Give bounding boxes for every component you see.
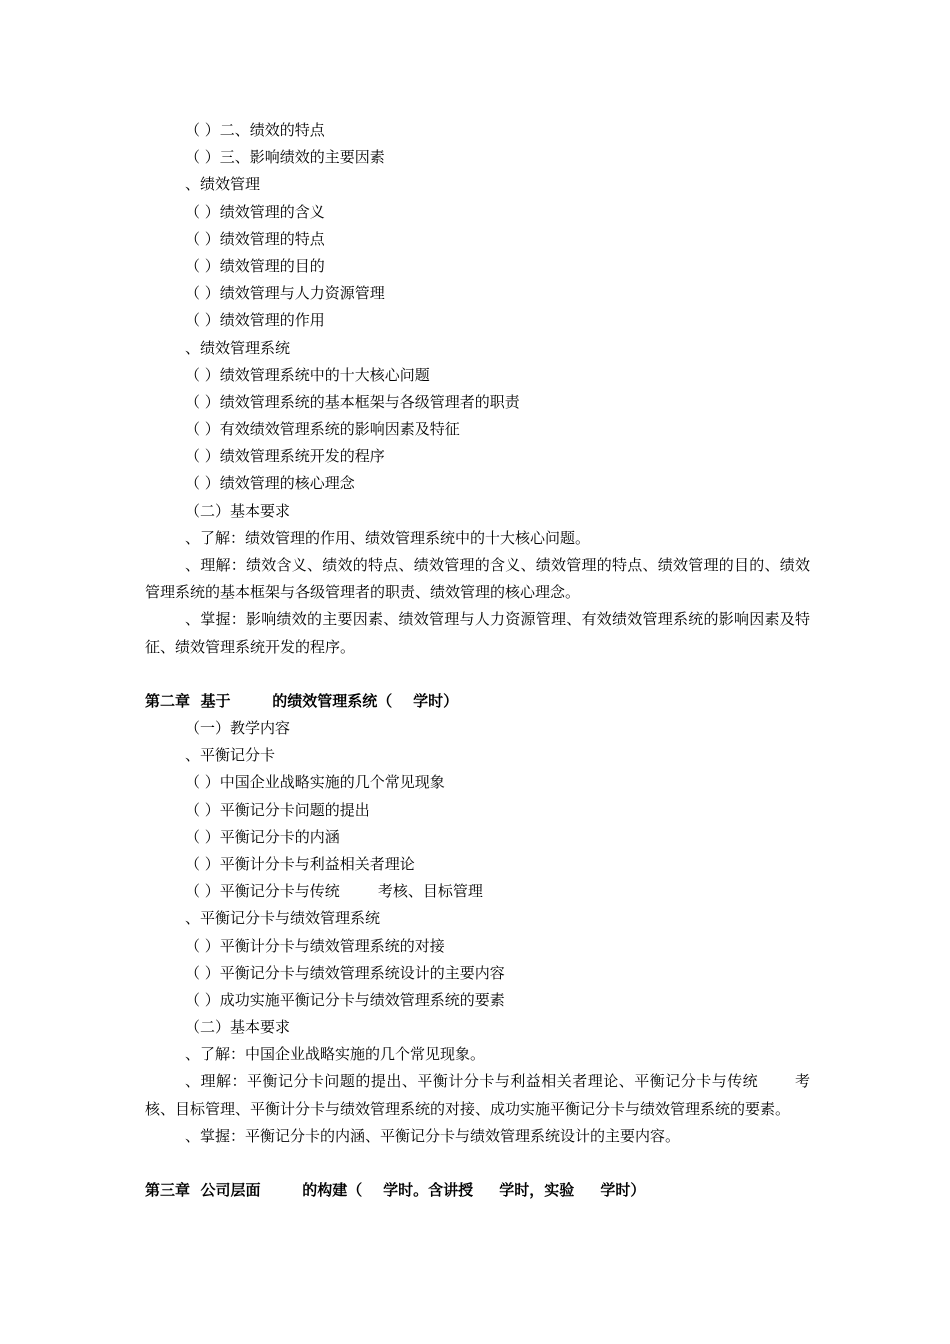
document-body xyxy=(145,117,810,1204)
spacer xyxy=(145,661,810,688)
requirements-heading: （二）基本要求 xyxy=(185,501,291,520)
requirement-understand-basic: 、了解：绩效管理的作用、绩效管理系统中的十大核心问题。 xyxy=(185,528,591,547)
text-line: （ ）平衡记分卡与绩效管理系统设计的主要内容 xyxy=(185,963,505,982)
text-line: （ ）绩效管理与人力资源管理 xyxy=(185,284,385,303)
requirement-comprehend: 、理解：绩效含义、绩效的特点、绩效管理的含义、绩效管理的特点、绩效管理的目的、绩效管理系统的基本框架与各级管理者的职责、绩效管理的核心理念。 xyxy=(145,556,810,602)
text-line: （ ）绩效管理的作用 xyxy=(185,311,325,330)
text-line: （ ）平衡计分卡与绩效管理系统的对接 xyxy=(185,936,445,955)
section-heading: 、平衡记分卡 xyxy=(185,746,276,765)
text-line: （ ）绩效管理系统开发的程序 xyxy=(185,447,385,466)
requirement-understand-basic: 、了解：中国企业战略实施的几个常见现象。 xyxy=(185,1045,486,1064)
text-line: （ ）绩效管理的含义 xyxy=(185,202,325,221)
content-heading: （一）教学内容 xyxy=(185,719,291,737)
requirement-master: 、掌握：影响绩效的主要因素、绩效管理与人力资源管理、有效绩效管理系统的影响因素及特征、绩效管理系统开发的程序。 xyxy=(145,610,810,656)
chapter-2-title: 第二章 基于 的绩效管理系统（ 学时） xyxy=(145,691,459,710)
text-line: （ ）平衡记分卡与传统 考核、目标管理 xyxy=(185,882,483,901)
text-line: （ ）平衡记分卡的内涵 xyxy=(185,827,340,846)
text-line: （ ）绩效管理的特点 xyxy=(185,229,325,248)
text-line: （ ）绩效管理系统的基本框架与各级管理者的职责 xyxy=(185,392,520,411)
text-line: （ ）有效绩效管理系统的影响因素及特征 xyxy=(185,420,460,439)
text-line: （ ）成功实施平衡记分卡与绩效管理系统的要素 xyxy=(185,990,505,1009)
text-line: （ ）绩效管理的目的 xyxy=(185,256,325,275)
text-line: （ ）二、绩效的特点 xyxy=(185,121,325,139)
section-heading: 、平衡记分卡与绩效管理系统 xyxy=(185,909,381,928)
requirement-master: 、掌握：平衡记分卡的内涵、平衡记分卡与绩效管理系统设计的主要内容。 xyxy=(185,1126,681,1145)
text-line: （ ）平衡记分卡问题的提出 xyxy=(185,800,370,819)
spacer xyxy=(145,1150,810,1177)
requirements-heading: （二）基本要求 xyxy=(185,1018,291,1037)
text-line: （ ）中国企业战略实施的几个常见现象 xyxy=(185,773,445,792)
text-line: （ ）绩效管理的核心理念 xyxy=(185,474,355,493)
chapter-3-title: 第三章 公司层面 的构建（ 学时。含讲授 学时，实验 学时） xyxy=(145,1181,646,1200)
text-line: （ ）平衡计分卡与利益相关者理论 xyxy=(185,854,415,873)
text-line: （ ）绩效管理系统中的十大核心问题 xyxy=(185,365,430,384)
text-line: （ ）三、影响绩效的主要因素 xyxy=(185,148,385,167)
requirement-comprehend: 、理解：平衡记分卡问题的提出、平衡计分卡与利益相关者理论、平衡记分卡与传统 考核、目标管理、平衡计分卡与绩效管理系统的对接、成功实施平衡记分卡与绩效管理系统的要素。 xyxy=(145,1072,810,1118)
section-heading: 、绩效管理系统 xyxy=(185,338,291,357)
section-heading: 、绩效管理 xyxy=(185,175,261,194)
